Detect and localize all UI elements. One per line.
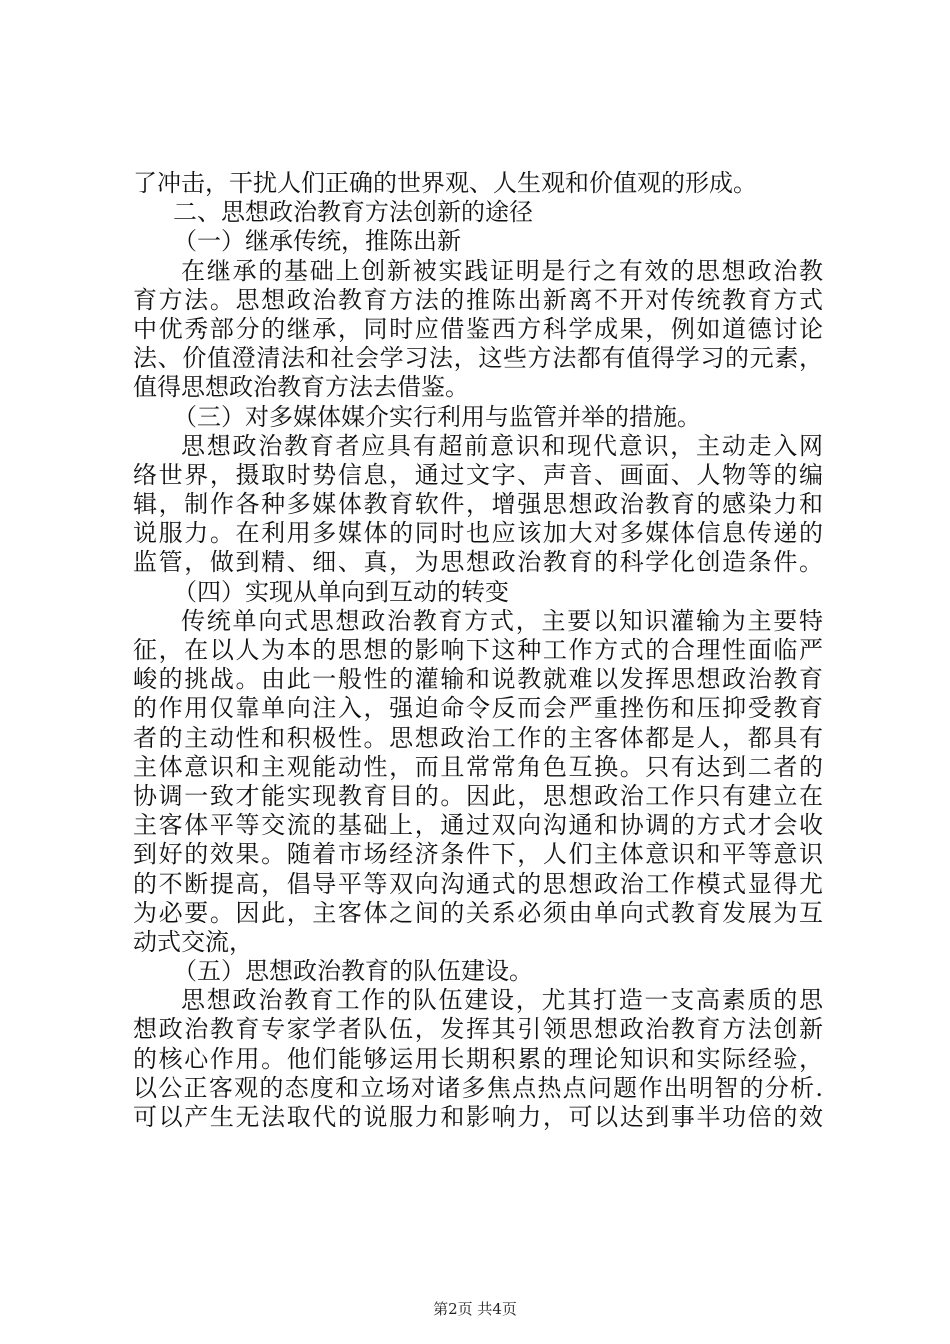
text-line: 络世界，摄取时势信息，通过文字、声音、画面、人物等的编 (133, 460, 823, 489)
subsection-heading: （三）对多媒体媒介实行利用与监管并举的措施。 (173, 402, 701, 431)
text-line: 峻的挑战。由此一般性的灌输和说教就难以发挥思想政治教育 (133, 665, 823, 694)
text-line: 说服力。在利用多媒体的同时也应该加大对多媒体信息传递的 (133, 519, 823, 548)
text-line: 值得思想政治教育方法去借鉴。 (133, 373, 469, 402)
text-line: 思想政治教育者应具有超前意识和现代意识，主动走入网 (181, 431, 823, 460)
text-line: 的核心作用。他们能够运用长期积累的理论知识和实际经验， (133, 1044, 823, 1073)
text-line: 辑，制作各种多媒体教育软件，增强思想政治教育的感染力和 (133, 490, 823, 519)
text-line: 监管，做到精、细、真，为思想政治教育的科学化创造条件。 (133, 548, 823, 577)
section-heading: 二、思想政治教育方法创新的途径 (173, 198, 533, 227)
subsection-heading: （四）实现从单向到互动的转变 (173, 577, 509, 606)
text-line: 协调一致才能实现教育目的。因此，思想政治工作只有建立在 (133, 781, 823, 810)
text-line: 法、价值澄清法和社会学习法，这些方法都有值得学习的元素， (133, 344, 823, 373)
text-line: 主客体平等交流的基础上，通过双向沟通和协调的方式才会收 (133, 811, 823, 840)
text-line: 以公正客观的态度和立场对诸多焦点热点问题作出明智的分析. (133, 1073, 823, 1102)
text-line: 想政治教育专家学者队伍，发挥其引领思想政治教育方法创新 (133, 1015, 823, 1044)
text-line: 的不断提高，倡导平等双向沟通式的思想政治工作模式显得尤 (133, 869, 823, 898)
subsection-heading: （一）继承传统，推陈出新 (173, 227, 461, 256)
text-line: 思想政治教育工作的队伍建设，尤其打造一支高素质的思 (181, 986, 823, 1015)
text-line: 者的主动性和积极性。思想政治工作的主客体都是人，都具有 (133, 723, 823, 752)
text-line: 到好的效果。随着市场经济条件下，人们主体意识和平等意识 (133, 840, 823, 869)
text-line: 可以产生无法取代的说服力和影响力，可以达到事半功倍的效 (133, 1103, 823, 1131)
text-line: 在继承的基础上创新被实践证明是行之有效的思想政治教 (181, 256, 823, 285)
text-line: 了冲击，干扰人们正确的世界观、人生观和价值观的形成。 (133, 169, 757, 197)
text-line: 为必要。因此，主客体之间的关系必须由单向式教育发展为互 (133, 898, 823, 927)
text-line: 育方法。思想政治教育方法的推陈出新离不开对传统教育方式 (133, 285, 823, 314)
text-line: 的作用仅靠单向注入，强迫命令反而会严重挫伤和压抑受教育 (133, 694, 823, 723)
document-body (133, 169, 823, 1132)
text-line: 中优秀部分的继承，同时应借鉴西方科学成果，例如道德讨论 (133, 314, 823, 343)
page-footer: 第2页 共4页 (433, 1300, 517, 1318)
text-line: 征，在以人为本的思想的影响下这种工作方式的合理性面临严 (133, 636, 823, 664)
subsection-heading: （五）思想政治教育的队伍建设。 (173, 957, 533, 986)
text-line: 主体意识和主观能动性，而且常常角色互换。只有达到二者的 (133, 752, 823, 781)
text-line: 传统单向式思想政治教育方式，主要以知识灌输为主要特 (181, 606, 823, 635)
text-line: 动式交流， (133, 927, 253, 956)
